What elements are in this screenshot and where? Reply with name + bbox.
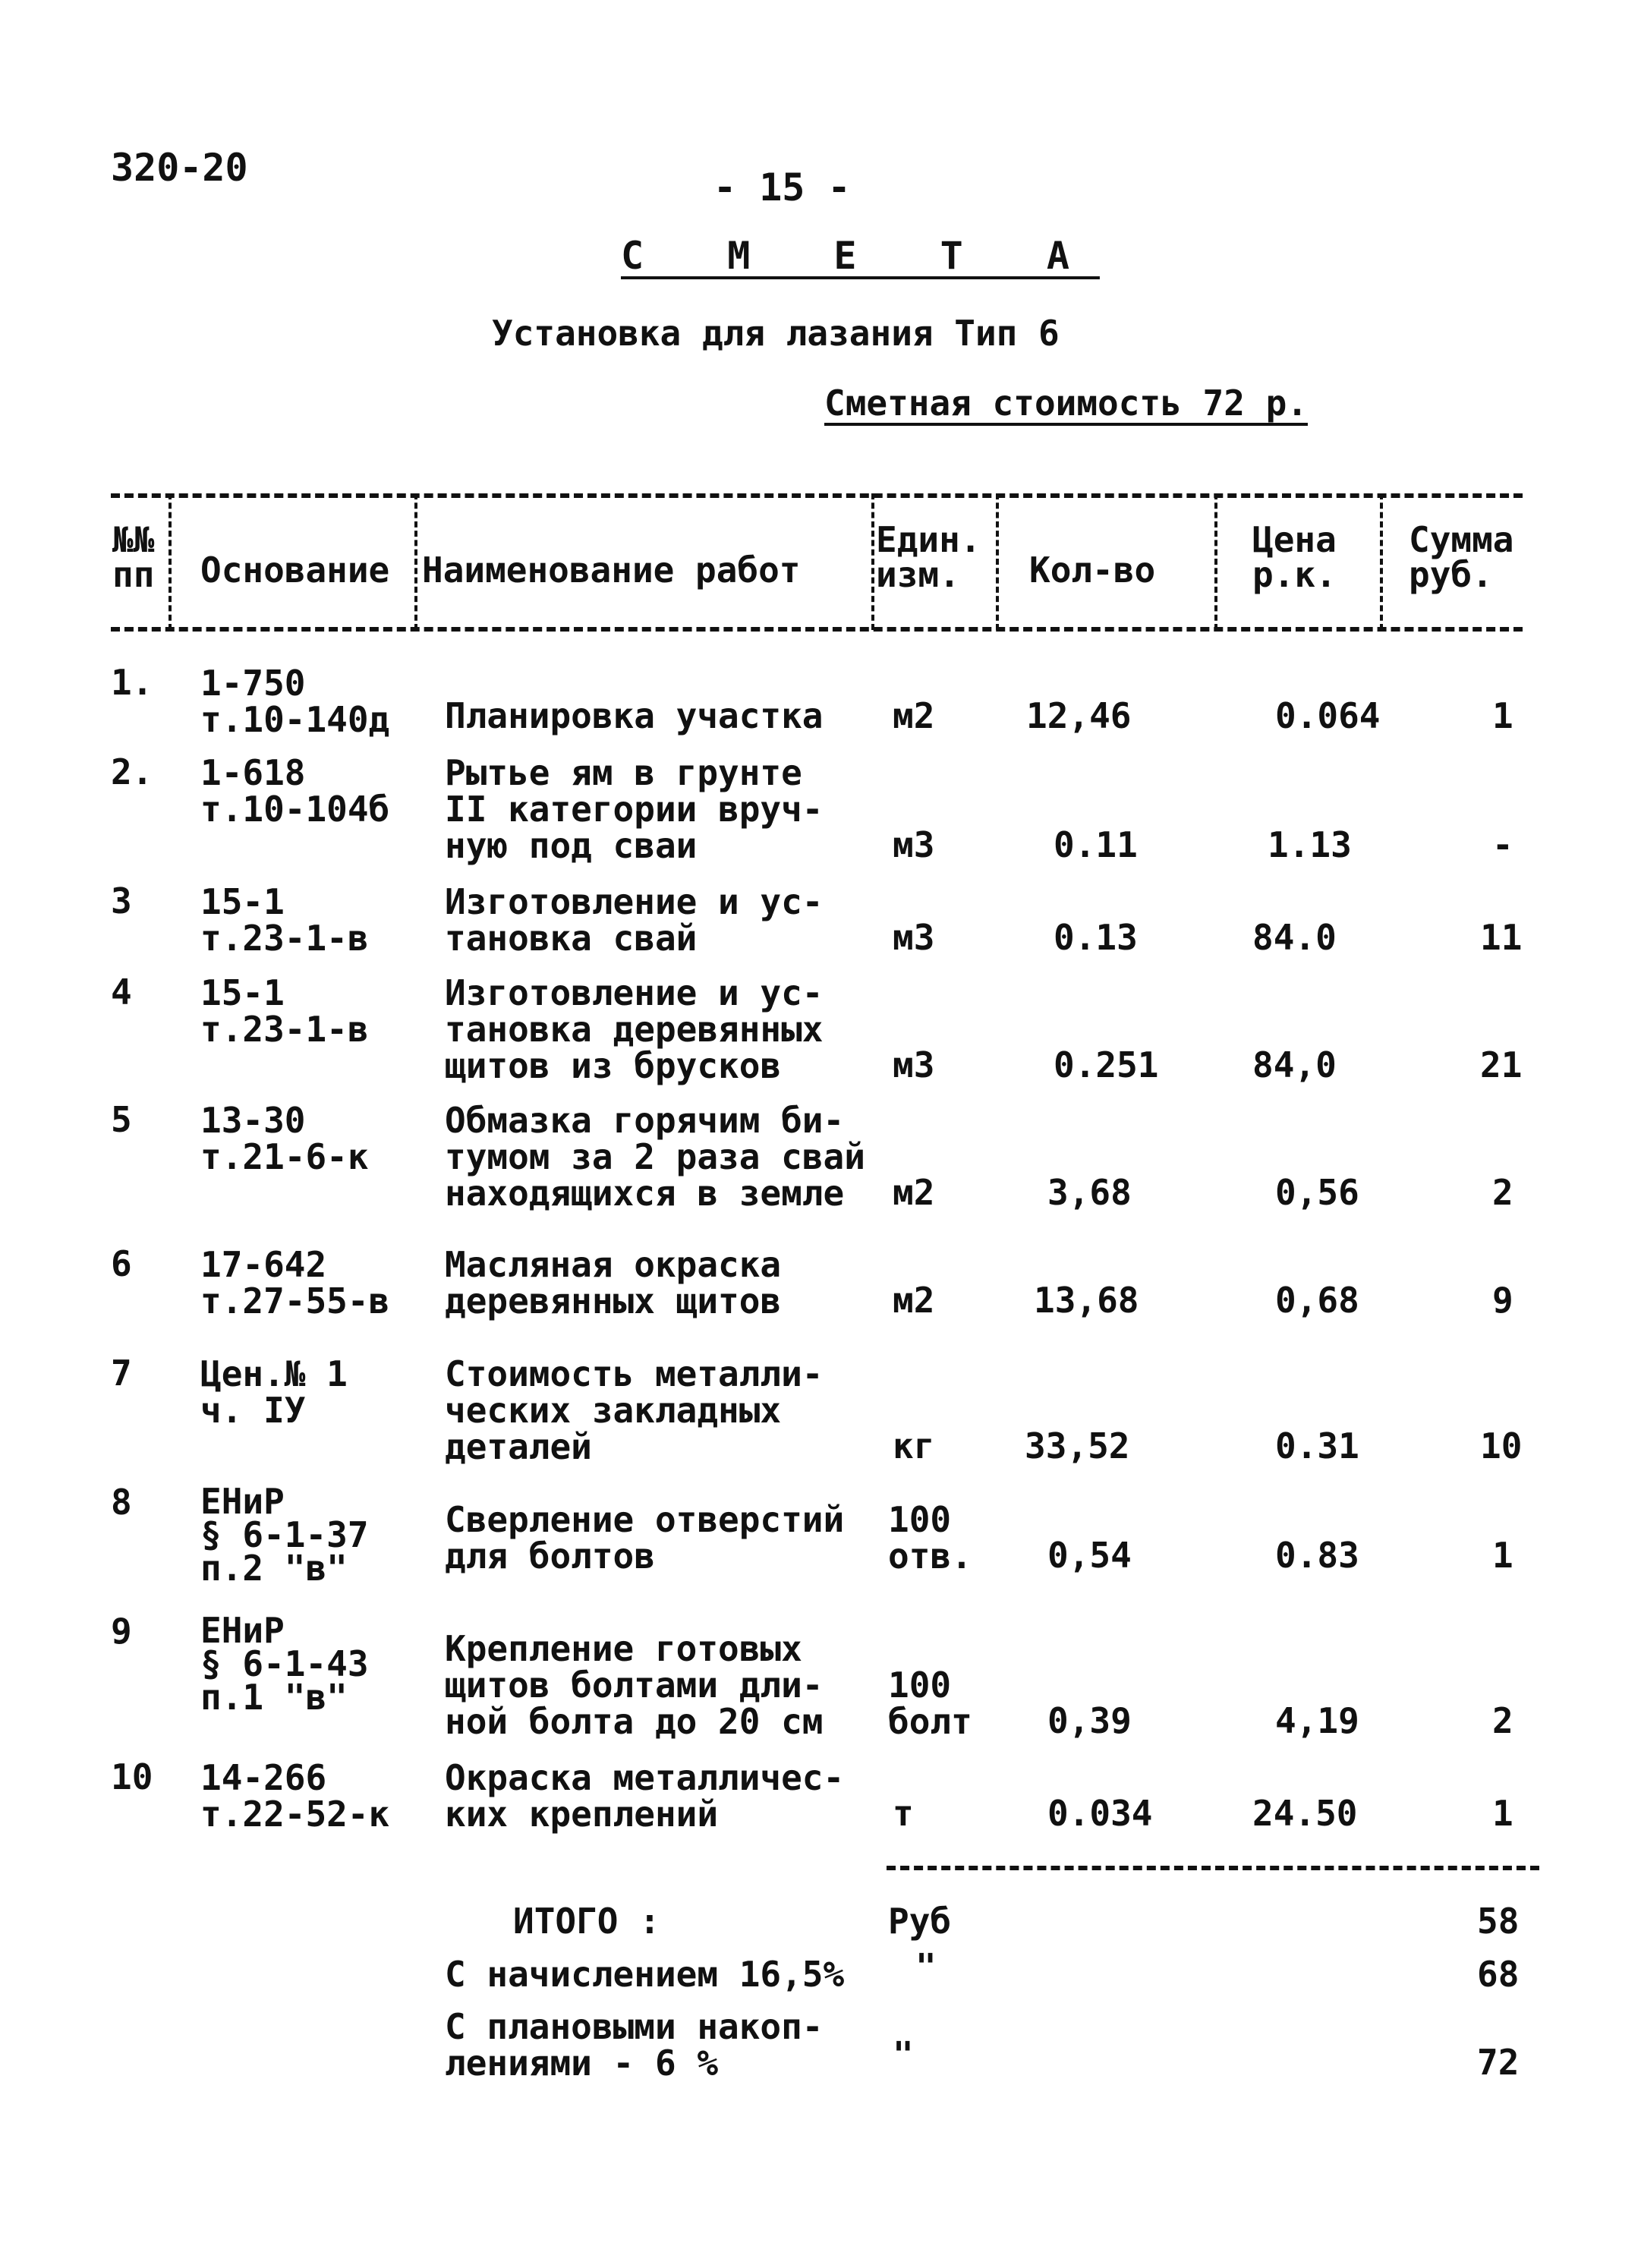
row-work: Изготовление и ус- тановка свай [445,881,824,959]
header-price: Цена р.к. [1252,519,1337,595]
row-sum: 2 [1492,1700,1513,1741]
row-sum: 21 [1480,1044,1523,1085]
row-work: Окраска металличес- ких креплений [445,1757,845,1835]
header-basis: Основание [200,550,390,591]
row-number: 5 [111,1099,132,1140]
header-divider [871,493,874,630]
total-value: 58 [1477,1901,1520,1942]
row-qty: 0,39 [1047,1700,1132,1741]
document-subtitle: Установка для лазания Тип 6 [492,313,1060,354]
row-basis: 15-1 т.23-1-в [200,881,369,959]
document-title: С М Е Т А [621,234,1100,278]
row-price: 0,56 [1275,1172,1359,1213]
row-sum: 2 [1492,1172,1513,1213]
row-number: 3 [111,880,132,921]
total-label: ИТОГО : [513,1901,660,1942]
row-number: 2. [111,751,153,792]
row-qty: 0,54 [1047,1535,1132,1576]
row-unit: м2 [893,1280,935,1321]
row-work: Стоимость металли- ческих закладных деталей [445,1353,824,1467]
row-work: Планировка участка [445,695,824,736]
total-unit: " [893,2034,914,2075]
row-sum: 1 [1492,1535,1513,1576]
row-basis: 1-618 т.10-104б [200,752,390,830]
header-bottom-rule [111,627,1523,632]
row-price: 84.0 [1252,917,1337,958]
row-number: 7 [111,1353,132,1394]
row-basis: 13-30 т.21-6-к [200,1100,369,1177]
row-unit: м3 [893,824,935,865]
header-unit: Един. изм. [876,519,981,595]
row-qty: 12,46 [1026,695,1132,736]
header-qty: Кол-во [1029,550,1156,591]
row-unit: м3 [893,917,935,958]
row-number: 9 [111,1611,132,1652]
row-sum: 9 [1492,1280,1513,1321]
row-number: 8 [111,1482,132,1523]
row-unit: 100 отв. [888,1499,972,1577]
row-sum: 1 [1492,695,1513,736]
row-sum: - [1492,824,1513,865]
total-unit: " [915,1946,937,1987]
row-unit: кг [893,1425,935,1466]
header-divider [414,493,417,630]
total-value: 68 [1477,1954,1520,1995]
row-unit: 100 болт [888,1665,972,1742]
row-number: 10 [111,1756,153,1797]
header-work: Наименование работ [422,550,801,591]
estimate-cost: Сметная стоимость 72 р. [824,383,1308,424]
row-qty: 3,68 [1047,1172,1132,1213]
row-basis: ЕНиР § 6-1-43 п.1 "в" [200,1610,369,1718]
row-qty: 0.034 [1047,1793,1153,1834]
row-price: 0.064 [1275,695,1381,736]
total-label: С плановыми накоп- лениями - 6 % [445,2006,824,2084]
row-price: 24.50 [1252,1793,1358,1834]
row-price: 1.13 [1268,824,1352,865]
row-basis: 17-642 т.27-55-в [200,1244,390,1321]
document-code: 320-20 [111,146,248,190]
row-qty: 0.13 [1054,917,1138,958]
row-price: 84,0 [1252,1044,1337,1085]
header-no: №№ пп [112,519,155,595]
total-value: 72 [1477,2042,1520,2083]
row-number: 4 [111,972,132,1013]
header-divider [169,493,172,630]
row-number: 1. [111,662,153,703]
row-work: Сверление отверстий для болтов [445,1499,845,1577]
row-unit: м2 [893,695,935,736]
row-basis: 15-1 т.23-1-в [200,972,369,1050]
row-work: Масляная окраска деревянных щитов [445,1244,782,1321]
total-unit: Руб [888,1901,952,1942]
totals-rule [887,1866,1539,1870]
row-price: 0.31 [1275,1425,1359,1466]
row-work: Рытье ям в грунте II категории вруч- ную под сваи [445,752,824,866]
row-number: 6 [111,1243,132,1284]
header-divider [1380,493,1383,630]
row-work: Обмазка горячим би- тумом за 2 раза свай находящихся в земле [445,1100,865,1214]
row-qty: 0.11 [1054,824,1138,865]
row-work: Крепление готовых щитов болтами дли- ной болта до 20 см [445,1628,824,1742]
row-price: 0.83 [1275,1535,1359,1576]
row-unit: т [893,1793,914,1834]
header-divider [996,493,999,630]
row-price: 4,19 [1275,1700,1359,1741]
row-qty: 0.251 [1054,1044,1159,1085]
row-sum: 10 [1480,1425,1523,1466]
row-price: 0,68 [1275,1280,1359,1321]
row-qty: 13,68 [1034,1280,1139,1321]
total-label: С начислением 16,5% [445,1954,845,1995]
row-basis: Цен.№ 1 ч. IУ [200,1353,348,1431]
row-work: Изготовление и ус- тановка деревянных щитов из брусков [445,972,824,1086]
row-basis: ЕНиР § 6-1-37 п.2 "в" [200,1481,369,1589]
row-basis: 1-750 т.10-140д [200,663,390,740]
row-qty: 33,52 [1025,1425,1130,1466]
row-sum: 1 [1492,1793,1513,1834]
row-sum: 11 [1480,917,1523,958]
header-divider [1214,493,1217,630]
row-unit: м3 [893,1044,935,1085]
row-unit: м2 [893,1172,935,1213]
header-sum: Сумма руб. [1409,519,1514,595]
row-basis: 14-266 т.22-52-к [200,1757,390,1835]
page-number: - 15 - [713,165,851,209]
header-top-rule [111,493,1523,498]
